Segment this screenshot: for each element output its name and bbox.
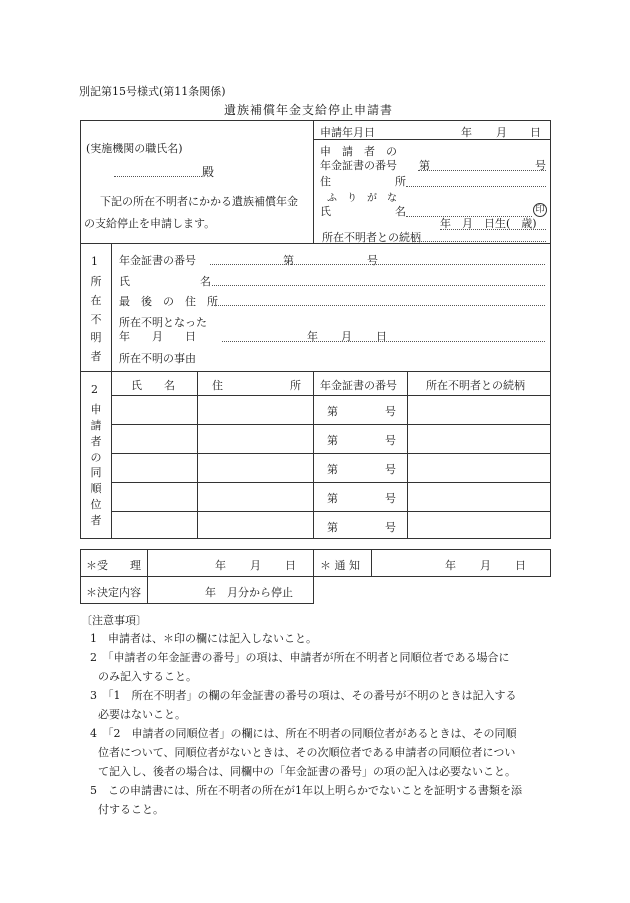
col-header-relation: 所在不明者との続柄 xyxy=(426,379,525,392)
receipt-day: 日 xyxy=(285,559,296,572)
missing-cert-gou: 号 xyxy=(367,254,378,267)
applicant-cert-line-2: 年金証書の番号 xyxy=(320,159,397,172)
relation-dotted-line[interactable] xyxy=(412,241,546,242)
missing-name-dotted-line[interactable] xyxy=(212,285,545,286)
receipt-month: 月 xyxy=(250,559,261,572)
section2-row-rule xyxy=(111,511,551,512)
note-line: のみ記入すること。 xyxy=(98,670,197,683)
row-cert-dai: 第 xyxy=(327,405,338,418)
applicant-cert-gou: 号 xyxy=(535,159,546,172)
applicant-cert-dai: 第 xyxy=(419,159,430,172)
section2-title xyxy=(88,404,104,526)
request-line-2: の支給停止を申請します。 xyxy=(84,217,216,230)
last-address-dotted-line[interactable] xyxy=(212,305,545,306)
section2-row-rule xyxy=(111,453,551,454)
notice-day: 日 xyxy=(515,559,526,572)
furigana-label: ふ り が な xyxy=(327,193,397,204)
note-line: 4 「2 申請者の同順位者」の欄には、所在不明者の同順位者があるときは、その同順 xyxy=(90,727,517,740)
row-cert-dai: 第 xyxy=(327,463,338,476)
row-cert-gou: 号 xyxy=(385,405,396,418)
missing-date-dotted-line[interactable] xyxy=(222,341,545,342)
missing-cert-dotted-line[interactable] xyxy=(210,264,545,265)
section1-title-char: 所 xyxy=(90,275,102,288)
section2-title-char: 同 xyxy=(90,466,102,480)
section2-col-line xyxy=(407,371,408,539)
note-line: 位者について、同順位者がないときは、その次順位者である申請者の同順位者につい xyxy=(98,746,516,759)
notice-divider-b xyxy=(371,549,372,577)
row-cert-dai: 第 xyxy=(327,434,338,447)
section2-title-char: 請 xyxy=(90,418,102,432)
missing-reason-label: 所在不明の事由 xyxy=(119,352,196,365)
note-line: 1 申請者は、＊印の欄には記入しないこと。 xyxy=(90,632,317,645)
section2-title-char: 者 xyxy=(90,434,102,448)
agency-label: (実施機関の職氏名) xyxy=(86,142,183,155)
section2-col-line xyxy=(313,371,314,539)
missing-date-line-2: 年 月 日 xyxy=(119,330,196,343)
section1-title-char: 者 xyxy=(90,350,102,363)
row-cert-gou: 号 xyxy=(385,492,396,505)
row-cert-dai: 第 xyxy=(327,521,338,534)
receipt-label: ＊受 理 xyxy=(86,559,141,572)
decision-label: ＊決定内容 xyxy=(86,586,141,599)
col-header-address-b: 所 xyxy=(290,379,301,392)
section1-bottom-rule xyxy=(80,371,551,372)
row-cert-dai: 第 xyxy=(327,492,338,505)
last-address-label: 最 後 の 住 所 xyxy=(119,295,218,308)
applicant-cert-dotted-line[interactable] xyxy=(418,170,546,171)
notice-divider-a xyxy=(313,549,314,577)
date-month: 月 xyxy=(496,126,507,139)
section2-title-char: の xyxy=(90,450,102,464)
decision-divider xyxy=(147,576,148,604)
honorific: 殿 xyxy=(202,165,215,179)
section2-number: 2 xyxy=(91,383,98,396)
row-cert-gou: 号 xyxy=(385,521,396,534)
birthdate-age: 年 月 日生( 歳) xyxy=(440,217,537,230)
section1-number: 1 xyxy=(91,255,98,268)
missing-date-day: 日 xyxy=(376,330,387,343)
row-cert-gou: 号 xyxy=(385,463,396,476)
missing-name-label-a: 氏 xyxy=(119,275,130,288)
missing-cert-dai: 第 xyxy=(283,254,294,267)
decision-value: 年 月分から停止 xyxy=(205,586,293,599)
form-reference: 別記第15号様式(第11条関係) xyxy=(79,85,226,98)
notice-month: 月 xyxy=(480,559,491,572)
missing-date-line-1: 所在不明となった xyxy=(119,316,207,329)
note-line: 付すること。 xyxy=(98,803,164,816)
note-line: て記入し、後者の場合は、同欄中の「年金証書の番号」の項の記入は必要ないこと。 xyxy=(98,765,516,778)
missing-cert-label: 年金証書の番号 xyxy=(119,254,196,267)
section1-title xyxy=(88,276,104,362)
missing-date-month: 月 xyxy=(341,330,352,343)
applicant-cert-line-1: 申 請 者 の xyxy=(320,145,397,158)
section2-col-line xyxy=(197,371,198,539)
section1-divider xyxy=(111,243,112,371)
missing-date-year: 年 xyxy=(307,330,318,343)
note-line: 3 「1 所在不明者」の欄の年金証書の番号の項は、その番号が不明のときは記入する xyxy=(90,689,517,702)
missing-name-label-b: 名 xyxy=(200,275,211,288)
col-header-cert: 年金証書の番号 xyxy=(320,379,397,392)
agency-dotted-line[interactable] xyxy=(114,176,202,177)
receipt-year: 年 xyxy=(215,559,226,572)
section1-title-char: 不 xyxy=(90,312,102,326)
note-line: 必要はないこと。 xyxy=(98,708,186,721)
col-header-name: 氏 名 xyxy=(131,379,175,392)
address-label-b: 所 xyxy=(395,175,406,188)
notice-year: 年 xyxy=(445,559,456,572)
section2-divider xyxy=(111,371,112,539)
receipt-divider xyxy=(147,549,148,577)
form-title: 遺族補償年金支給停止申請書 xyxy=(224,103,394,117)
date-day: 日 xyxy=(530,126,541,139)
row-cert-gou: 号 xyxy=(385,434,396,447)
note-line: 5 この申請書には、所在不明者の所在が1年以上明らかでないことを証明する書類を添 xyxy=(90,784,522,797)
date-label: 申請年月日 xyxy=(320,126,375,139)
top-section-bottom-rule xyxy=(80,243,551,244)
section2-title-char: 順 xyxy=(90,482,102,496)
section2-row-rule xyxy=(111,424,551,425)
note-line: 2 「申請者の年金証書の番号」の項は、申請者が所在不明者と同順位者である場合に xyxy=(90,651,510,664)
col-header-address-a: 住 xyxy=(212,379,223,392)
section2-title-char: 者 xyxy=(90,513,102,527)
section2-row-rule xyxy=(111,482,551,483)
section2-title-char: 申 xyxy=(90,403,102,416)
notes-heading: 〔注意事項〕 xyxy=(81,614,147,627)
notice-label: ＊ 通 知 xyxy=(320,559,360,572)
name-label-a: 氏 xyxy=(320,205,331,218)
relation-label: 所在不明者との続柄 xyxy=(322,231,421,244)
seal-mark: 印 xyxy=(533,203,547,217)
section1-title-char: 在 xyxy=(90,293,102,307)
name-label-b: 名 xyxy=(395,205,406,218)
birthdate-dotted-line[interactable] xyxy=(440,229,546,230)
request-line-1: 下記の所在不明者にかかる遺族補償年金 xyxy=(100,195,298,208)
date-year: 年 xyxy=(461,126,472,139)
section2-title-char: 位 xyxy=(90,498,102,512)
section2-header-rule xyxy=(111,395,551,396)
address-dotted-line[interactable] xyxy=(406,186,546,187)
section1-title-char: 明 xyxy=(90,331,102,345)
address-label-a: 住 xyxy=(320,175,331,188)
